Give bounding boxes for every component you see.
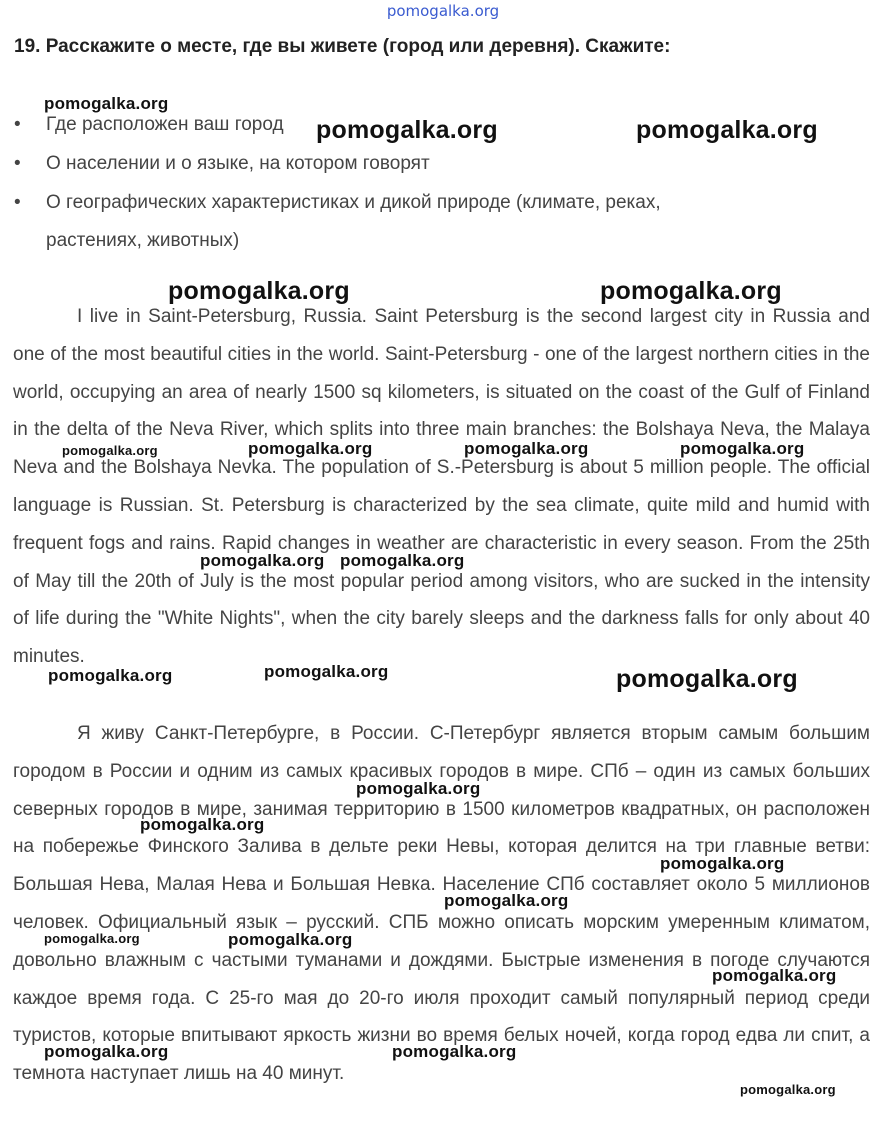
- bullet-text: О населении и о языке, на котором говорят: [46, 153, 430, 174]
- russian-paragraph: Я живу Санкт-Петербурге, в России. С-Петербург является вторым самым большим городом в России и одним из самых красивых городов в мире. СПб – один из самых больших северных городов в мире, занимая территорию в 1500 километров квадратных, он расположен на побережье Финского Залива в дельте реки Невы, которая делится на три главные ветви: Большая Нева, Малая Нева и Большая Невка. Население СПб составляет около 5 миллионов человек. Официальный язык – русский. СПБ можно описать морским умеренным климатом, довольно влажным с частыми туманами и дождями. Быстрые изменения в погоде случаются каждое время года. С 25-го мая до 20-го июля проходит самый популярный период среди туристов, которые впитывают яркость жизни во время белых ночей, когда город едва ли спит, а темнота наступает лишь на 40 минут.: [13, 723, 870, 1085]
- watermark: pomogalka.org: [740, 1082, 836, 1097]
- watermark: pomogalka.org: [636, 116, 818, 144]
- bullet-dot-icon: •: [14, 153, 21, 174]
- watermark: pomogalka.org: [616, 665, 798, 693]
- bullet-item: [14, 192, 661, 214]
- watermark: pomogalka.org: [340, 551, 465, 570]
- bullet-continuation: растениях, животных): [46, 230, 240, 251]
- english-paragraph: I live in Saint-Petersburg, Russia. Saint Petersburg is the second largest city in Russia and one of the most beautiful cities in the world. Saint-Petersburg - one of the largest northern cities in the world, occupying an area of nearly 1500 sq kilometers, is situated on the coast of the Gulf of Finland in the delta of the Neva River, which splits into three main branches: the Bolshaya Neva, the Malaya Neva and the Bolshaya Nevka. The population of S.-Petersburg is about 5 million people. The official language is Russian. St. Petersburg is characterized by the sea climate, quite mild and humid with frequent fogs and rains. Rapid changes in weather are characteristic in every season. From the 25th of May till the 20th of July is the most popular period among visitors, who are sucked in the intensity of life during the "White Nights", when the city barely sleeps and the darkness falls for only about 40 minutes.: [13, 306, 870, 668]
- watermark: pomogalka.org: [444, 891, 569, 910]
- watermark: pomogalka.org: [680, 439, 805, 458]
- site-header-link[interactable]: pomogalka.org: [386, 2, 500, 20]
- watermark: pomogalka.org: [356, 779, 481, 798]
- watermark: pomogalka.org: [392, 1042, 517, 1061]
- bullet-item: [14, 153, 430, 175]
- watermark: pomogalka.org: [44, 1042, 169, 1061]
- watermark: pomogalka.org: [62, 443, 158, 458]
- watermark: pomogalka.org: [600, 277, 782, 305]
- watermark: pomogalka.org: [228, 930, 353, 949]
- watermark: pomogalka.org: [168, 277, 350, 305]
- watermark: pomogalka.org: [44, 931, 140, 946]
- bullet-dot-icon: •: [14, 192, 21, 213]
- bullet-dot-icon: •: [14, 114, 21, 135]
- watermark: pomogalka.org: [200, 551, 325, 570]
- watermark: pomogalka.org: [464, 439, 589, 458]
- english-answer: [13, 298, 870, 676]
- watermark: pomogalka.org: [316, 116, 498, 144]
- watermark: pomogalka.org: [248, 439, 373, 458]
- task-title: 19. Расскажите о месте, где вы живете (город или деревня). Скажите:: [14, 36, 671, 57]
- watermark: pomogalka.org: [712, 966, 837, 985]
- bullet-text: Где расположен ваш город: [46, 114, 284, 135]
- watermark: pomogalka.org: [48, 666, 173, 685]
- bullet-item: [14, 114, 284, 136]
- watermark: pomogalka.org: [140, 815, 265, 834]
- russian-answer: [13, 715, 870, 1093]
- watermark: pomogalka.org: [44, 94, 169, 113]
- watermark: pomogalka.org: [264, 662, 389, 681]
- bullet-text: О географических характеристиках и дикой природе (климате, реках,: [46, 192, 661, 213]
- watermark: pomogalka.org: [660, 854, 785, 873]
